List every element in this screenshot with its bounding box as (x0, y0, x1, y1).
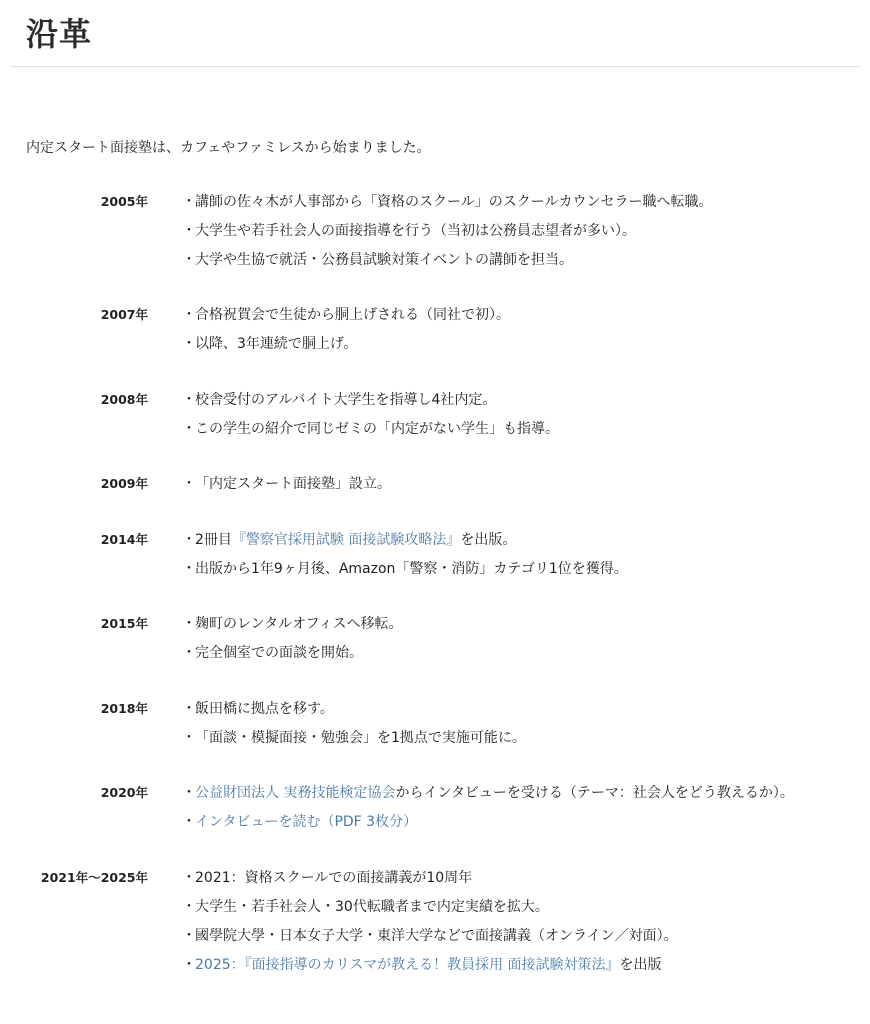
bullet: ・ (182, 814, 196, 830)
entry-year: 2007年 (100, 307, 148, 322)
bullet: ・ (182, 928, 196, 944)
bullet: ・ (182, 252, 196, 268)
list-item (182, 639, 403, 668)
bullet: ・ (182, 223, 196, 239)
item-text: 以降、3年連続で胴上げ。 (195, 336, 358, 352)
entry-items (182, 695, 526, 753)
bullet: ・ (182, 421, 196, 437)
bullet: ・ (182, 336, 196, 352)
bullet: ・ (182, 730, 196, 746)
list-item (182, 555, 628, 584)
item-text: 完全個室での面談を開始。 (195, 645, 363, 661)
entry-year: 2008年 (100, 392, 148, 407)
intro-text: 内定スタート面接塾は、カフェやファミレスから始まりました。 (26, 140, 431, 156)
item-text: からインタビューを受ける（テーマ：社会人をどう教えるか）。 (395, 785, 794, 801)
bullet: ・ (182, 532, 196, 548)
bullet: ・ (182, 870, 196, 886)
list-item (182, 893, 678, 922)
item-text: 麹町のレンタルオフィスへ移転。 (195, 616, 403, 632)
list-item (182, 301, 510, 330)
item-text: を出版。 (460, 532, 517, 548)
entry-items (182, 779, 794, 837)
list-item (182, 779, 794, 808)
foundation-link[interactable]: 公益財団法人 実務技能検定協会 (195, 785, 396, 801)
item-text: 出版から1年9ヶ月後、Amazon「警察・消防」カテゴリ1位を獲得。 (195, 561, 628, 577)
bullet: ・ (182, 307, 196, 323)
item-text: この学生の紹介で同じゼミの「内定がない学生」も指導。 (195, 421, 559, 437)
list-item (182, 610, 403, 639)
item-text: 「面談・模擬面接・勉強会」を1拠点で実施可能に。 (195, 730, 526, 746)
item-text: 2冊目 (195, 532, 232, 548)
item-text: 大学や生協で就活・公務員試験対策イベントの講師を担当。 (195, 252, 573, 268)
book-link-teacher-interview[interactable]: 2025：『面接指導のカリスマが教える！教員採用 面接試験対策法』 (195, 957, 620, 973)
read-interview-pdf-link[interactable]: インタビューを読む（PDF 3枚分） (195, 814, 418, 830)
list-item (182, 246, 712, 275)
entry-items (182, 610, 403, 668)
bullet: ・ (182, 392, 196, 408)
entry-items (182, 470, 391, 499)
entry-items (182, 526, 628, 584)
list-item (182, 330, 510, 359)
entry-year: 2009年 (100, 476, 148, 491)
bullet: ・ (182, 194, 196, 210)
item-text: 「内定スタート面接塾」設立。 (195, 476, 391, 492)
entry-items (182, 301, 510, 359)
list-item (182, 415, 559, 444)
bullet: ・ (182, 645, 196, 661)
item-text: 飯田橋に拠点を移す。 (195, 701, 334, 717)
entry-year: 2021年〜2025年 (40, 870, 148, 885)
entry-year: 2015年 (100, 616, 148, 631)
entry-items (182, 864, 678, 980)
item-text: 講師の佐々木が人事部から「資格のスクール」のスクールカウンセラー職へ転職。 (195, 194, 713, 210)
bullet: ・ (182, 561, 196, 577)
list-item (182, 217, 712, 246)
entry-items (182, 386, 559, 444)
bullet: ・ (182, 785, 196, 801)
list-item (182, 695, 526, 724)
page-title: 沿革 (26, 15, 93, 53)
title-divider (10, 66, 860, 67)
item-text: 大学生・若手社会人・30代転職者まで内定実績を拡大。 (195, 899, 549, 915)
entry-year: 2005年 (100, 194, 148, 209)
list-item (182, 951, 678, 980)
list-item (182, 808, 794, 837)
list-item (182, 724, 526, 753)
item-text: 校舎受付のアルバイト大学生を指導し4社内定。 (195, 392, 497, 408)
bullet: ・ (182, 616, 196, 632)
entry-year: 2020年 (100, 785, 148, 800)
list-item (182, 386, 559, 415)
entry-year: 2018年 (100, 701, 148, 716)
bullet: ・ (182, 957, 196, 973)
bullet: ・ (182, 899, 196, 915)
list-item (182, 922, 678, 951)
list-item (182, 470, 391, 499)
list-item (182, 188, 712, 217)
bullet: ・ (182, 701, 196, 717)
item-text: 大学生や若手社会人の面接指導を行う（当初は公務員志望者が多い）。 (195, 223, 636, 239)
book-link-police-interview[interactable]: 『警察官採用試験 面接試験攻略法』 (231, 532, 461, 548)
item-text: を出版 (619, 957, 662, 973)
item-text: 2021：資格スクールでの面接講義が10周年 (195, 870, 473, 886)
list-item (182, 864, 678, 893)
item-text: 合格祝賀会で生徒から胴上げされる（同社で初）。 (195, 307, 510, 323)
bullet: ・ (182, 476, 196, 492)
item-text: 國學院大學・日本女子大学・東洋大学などで面接講義（オンライン／対面）。 (195, 928, 678, 944)
list-item (182, 526, 628, 555)
entry-year: 2014年 (100, 532, 148, 547)
entry-items (182, 188, 712, 275)
